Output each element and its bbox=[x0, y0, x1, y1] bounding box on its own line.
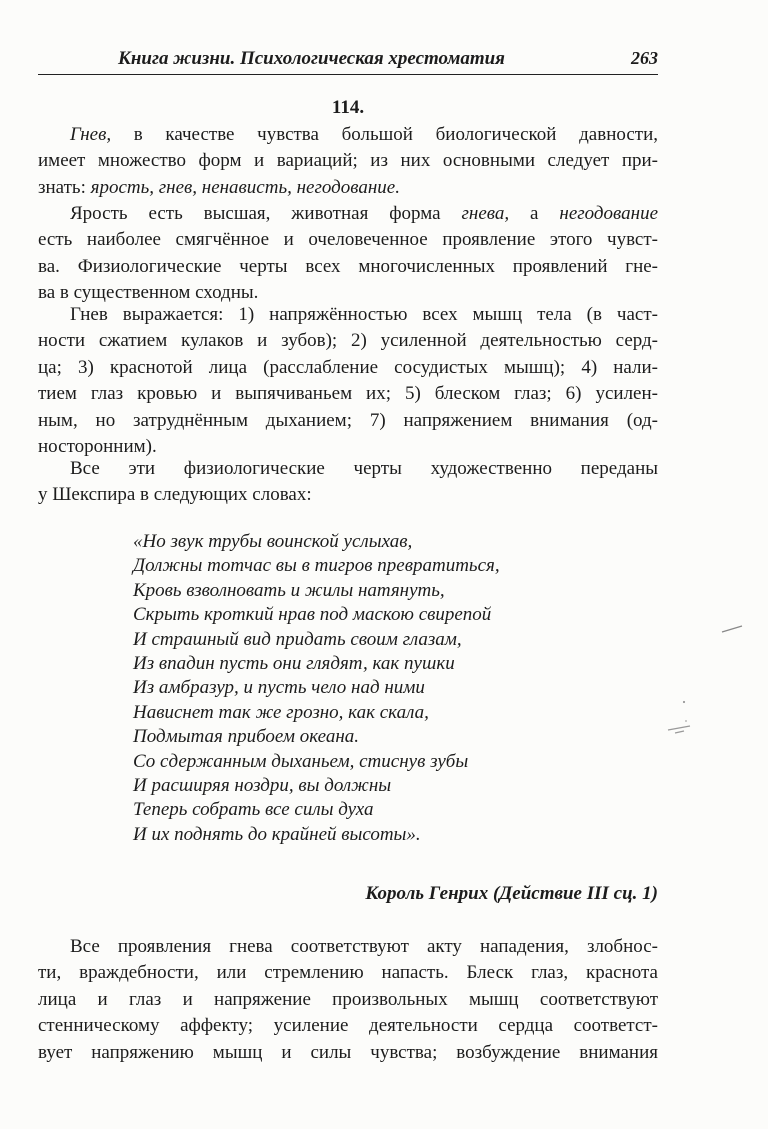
quote-attribution: Король Генрих (Действие III сц. 1) bbox=[365, 883, 658, 904]
text-line: вует напряжению мышц и силы чувства; возбуждение внимания bbox=[38, 1041, 658, 1063]
text-line bbox=[38, 122, 658, 148]
scan-speck bbox=[722, 626, 742, 632]
text-line: Гнев выражается: 1) напряжённостью всех мышц тела (в част- bbox=[70, 304, 658, 325]
italic-term: гнева, bbox=[461, 203, 510, 224]
running-title: Книга жизни. Психологическая хрестоматия bbox=[118, 48, 505, 69]
text-line: ным, но затруднённым дыханием; 7) напряжением внимания (од- bbox=[38, 409, 658, 431]
scan-speck bbox=[668, 726, 690, 733]
text-line: у Шекспира в следующих словах: bbox=[38, 484, 312, 506]
page-number: 263 bbox=[631, 48, 658, 68]
verse-line: «Но звук трубы воинской услыхав, bbox=[133, 531, 413, 552]
text-line: лица и глаз и напряжение произвольных мышц соответствуют bbox=[38, 988, 658, 1010]
paragraph-anger-correspondence bbox=[38, 934, 658, 1066]
italic-term: ярость, гнев, ненависть, негодование. bbox=[90, 176, 400, 198]
text-line: тием глаз кровью и выпячиваньем их; 5) блеском глаз; 6) усилен- bbox=[38, 383, 658, 405]
text-span: Ярость есть высшая, животная форма bbox=[70, 203, 462, 224]
text-line: ности сжатием кулаков и зубов); 2) усиленной деятельностью серд- bbox=[38, 330, 658, 352]
verse-line: Из амбразур, и пусть чело над ними bbox=[133, 677, 425, 699]
verse-line: И их поднять до крайней высоты». bbox=[133, 823, 421, 845]
text-line: имеет множество форм и вариаций; из них основными следует при- bbox=[38, 150, 658, 172]
scan-speck bbox=[683, 701, 685, 703]
text-line: ва. Физиологические черты всех многочисленных проявлений гне- bbox=[38, 255, 658, 277]
paragraph-shakespeare-intro bbox=[38, 456, 658, 509]
verse-line: Нависнет так же грозно, как скала, bbox=[133, 701, 429, 723]
text-line: Все эти физиологические черты художественно переданы bbox=[70, 458, 658, 479]
text-line bbox=[38, 201, 658, 227]
section-number: 114. bbox=[331, 97, 365, 118]
paragraph-rage-indignation bbox=[38, 201, 658, 307]
italic-term: Гнев, bbox=[70, 124, 112, 145]
text-line: стенническому аффекту; усиление деятельности сердца соответст- bbox=[38, 1015, 658, 1037]
verse-line: Подмытая прибоем океана. bbox=[133, 726, 360, 748]
page-header bbox=[38, 46, 658, 75]
text-line bbox=[38, 175, 658, 201]
verse-quote bbox=[133, 530, 500, 847]
verse-line: Должны тотчас вы в тигров превратиться, bbox=[133, 555, 500, 577]
text-line: есть наиболее смягчённое и очеловеченное проявление этого чувст- bbox=[38, 229, 658, 251]
verse-line: Со сдержанным дыханьем, стиснув зубы bbox=[133, 750, 469, 772]
verse-line: И страшный вид придать своим глазам, bbox=[133, 628, 462, 650]
text-line: ти, враждебности, или стремлению напасть. Блеск глаз, краснота bbox=[38, 962, 658, 984]
text-line: Все проявления гнева соответствуют акту нападения, злобнос- bbox=[70, 936, 658, 957]
text-line: ва в существенном сходны. bbox=[38, 282, 259, 304]
verse-line: Кровь взволновать и жилы натянуть, bbox=[133, 579, 445, 601]
paragraph-anger-forms bbox=[38, 122, 658, 201]
text-span: знать: bbox=[38, 176, 91, 198]
verse-line: И расширяя ноздри, вы должны bbox=[133, 774, 392, 796]
text-line: ца; 3) краснотой лица (расслабление сосудистых мышц); 4) нали- bbox=[38, 356, 658, 378]
paragraph-anger-expression bbox=[38, 302, 658, 460]
text-line: носторонним). bbox=[38, 435, 157, 457]
scan-speck bbox=[685, 720, 687, 722]
verse-line: Скрыть кроткий нрав под маскою свирепой bbox=[133, 604, 492, 626]
verse-line: Из впадин пусть они глядят, как пушки bbox=[133, 652, 455, 674]
text-span: а bbox=[509, 203, 560, 224]
text-span: в качестве чувства большой биологической давности, bbox=[111, 124, 658, 145]
italic-term: негодование bbox=[559, 203, 658, 224]
verse-line: Теперь собрать все силы духа bbox=[133, 799, 374, 821]
